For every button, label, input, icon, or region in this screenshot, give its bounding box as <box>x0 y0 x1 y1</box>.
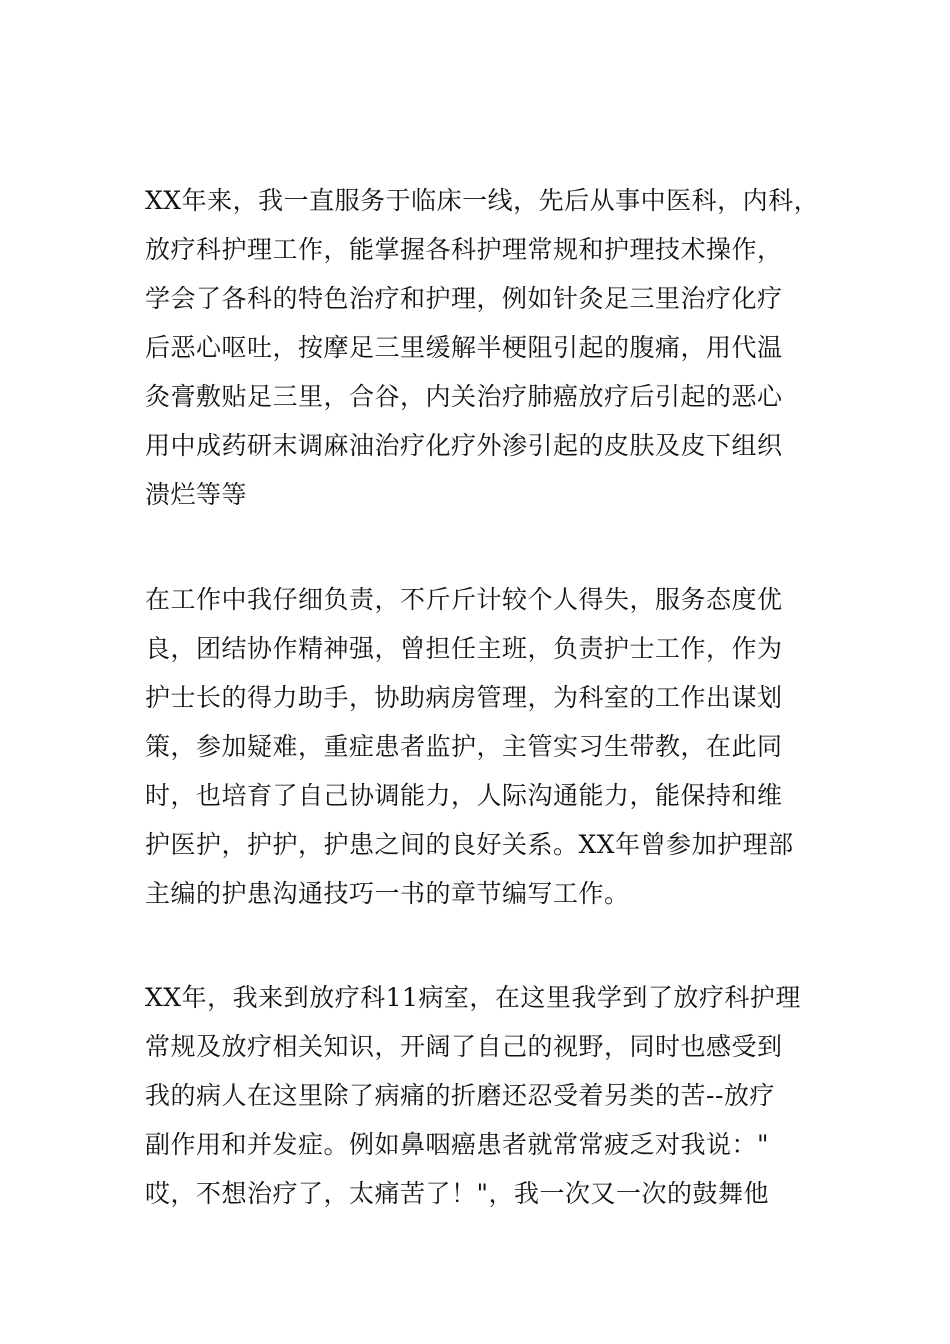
text-line: 溃烂等等 <box>145 480 248 509</box>
text-line: 放疗科护理工作，能掌握各科护理常规和护理技术操作， <box>145 235 783 264</box>
text-line: 后恶心呕吐，按摩足三里缓解半梗阻引起的腹痛，用代温 <box>145 333 783 362</box>
paragraph-work-attitude <box>145 575 825 918</box>
text-line: 用中成药研末调麻油治疗化疗外渗引起的皮肤及皮下组织 <box>145 431 783 460</box>
paragraph-radiotherapy-ward <box>145 973 825 1218</box>
paragraph-clinical-experience <box>145 176 825 519</box>
text-line: XX年，我来到放疗科11病室，在这里我学到了放疗科护理 <box>145 983 801 1012</box>
text-line: 在工作中我仔细负责，不斤斤计较个人得失，服务态度优 <box>145 585 783 614</box>
text-line: 学会了各科的特色治疗和护理，例如针灸足三里治疗化疗 <box>145 284 783 313</box>
text-line: 常规及放疗相关知识，开阔了自己的视野，同时也感受到 <box>145 1032 783 1061</box>
text-line: 良，团结协作精神强，曾担任主班，负责护士工作，作为 <box>145 634 783 663</box>
text-line: XX年来，我一直服务于临床一线，先后从事中医科，内科， <box>145 186 820 215</box>
text-line: 护士长的得力助手，协助病房管理，为科室的工作出谋划 <box>145 683 783 712</box>
text-line: 哎，不想治疗了，太痛苦了！"，我一次又一次的鼓舞他 <box>145 1179 770 1208</box>
text-line: 时，也培育了自己协调能力，人际沟通能力，能保持和维 <box>145 781 783 810</box>
text-line: 策，参加疑难，重症患者监护，主管实习生带教，在此同 <box>145 732 783 761</box>
text-line: 护医护，护护，护患之间的良好关系。XX年曾参加护理部 <box>145 830 794 859</box>
text-line: 我的病人在这里除了病痛的折磨还忍受着另类的苦--放疗 <box>145 1081 775 1110</box>
text-line: 灸膏敷贴足三里，合谷，内关治疗肺癌放疗后引起的恶心 <box>145 382 783 411</box>
text-line: 主编的护患沟通技巧一书的章节编写工作。 <box>145 879 630 908</box>
text-line: 副作用和并发症。例如鼻咽癌患者就常常疲乏对我说：" <box>145 1130 770 1159</box>
